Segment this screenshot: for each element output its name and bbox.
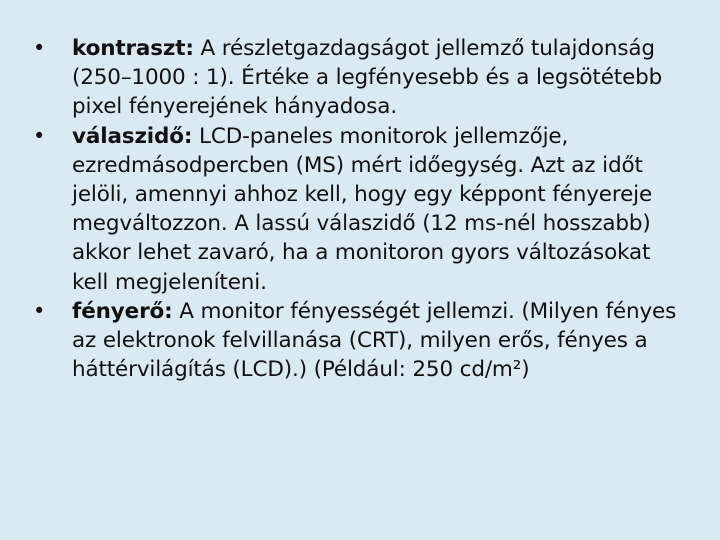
term-label: válaszidő: [72, 123, 193, 149]
term-description: LCD-paneles monitorok jellemzője, ezredmásodpercben (MS) mért időegység. Azt az időt jelöli, amennyi ahhoz kell, hogy egy képpont fényereje megváltozzon. A lassú válaszidő (12 ms-nél hosszabb) akkor lehet zavaró, ha a monitoron gyors változásokat kell megjeleníteni. [72, 123, 653, 295]
term-description: A monitor fényességét jellemzi. (Milyen fényes az elektronok felvillanása (CRT), milyen erős, fényes a háttérvilágítás (LCD).) (Például: 250 cd/m²) [72, 298, 677, 383]
term-label: kontraszt: [72, 36, 194, 61]
term-label: fényerő: [72, 298, 173, 324]
term-description: A részletgazdagságot jellemző tulajdonság (250–1000 : 1). Értéke a legfényesebb és a legsötétebb pixel fényerejének hányadosa. [72, 36, 663, 120]
bullet-dot-icon: • [33, 298, 46, 323]
bullet-dot-icon: • [33, 36, 46, 60]
bullet-dot-icon: • [33, 123, 46, 148]
bullet-item-kontraszt [33, 34, 693, 122]
bullet-item-valaszido [33, 122, 693, 297]
bullet-list [33, 34, 693, 384]
bullet-item-fenyero [33, 297, 693, 385]
